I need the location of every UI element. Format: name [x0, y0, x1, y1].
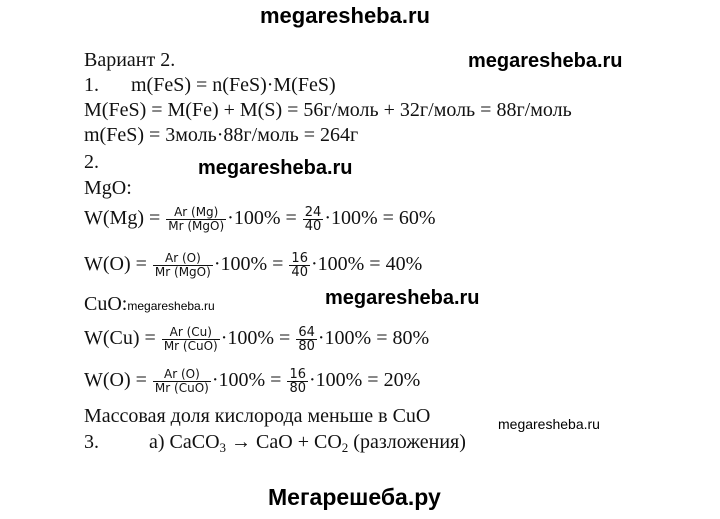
mg-fraction-line — [84, 206, 436, 233]
o2-numerator: Ar (O) — [163, 367, 200, 381]
cu-lhs: W(Cu) = — [84, 327, 156, 350]
cu-value-denominator: 80 — [298, 339, 315, 354]
task3-reaction — [149, 431, 466, 453]
o2-denominator: Mr (CuO) — [154, 381, 209, 395]
o-cuo-fraction-line — [84, 368, 420, 395]
o2-value-fraction — [287, 368, 308, 395]
task1-formula-line — [84, 73, 336, 97]
mg-value-denominator: 40 — [304, 219, 322, 234]
o2-result: ·100% = 20% — [308, 369, 421, 392]
cu-value-numerator: 64 — [298, 325, 315, 340]
variant-title: Вариант 2. — [84, 49, 176, 71]
o1-result: ·100% = 40% — [310, 253, 423, 276]
cu-denominator: Mr (CuO) — [163, 339, 218, 353]
task3-arrow: → CaO + CO — [226, 431, 342, 453]
o2-value-denominator: 80 — [289, 381, 306, 396]
task2-conclusion: Массовая доля кислорода меньше в CuO — [84, 405, 431, 427]
task3-sub3: 3 — [219, 440, 227, 455]
cu-numerator: Ar (Cu) — [169, 325, 212, 339]
mg-denominator: Mr (MgO) — [168, 219, 225, 233]
cu-fraction-line — [84, 326, 429, 353]
watermark-inline-small: megaresheba.ru — [127, 299, 215, 313]
mgo-label: MgO: — [84, 177, 132, 199]
task2-number: 2. — [84, 151, 99, 173]
watermark-bottom: Мегарешеба.ру — [268, 484, 441, 510]
task3-number: 3. — [84, 431, 99, 453]
mg-lhs: W(Mg) = — [84, 207, 161, 230]
o1-mid: ·100% = — [213, 253, 284, 276]
o1-denominator: Mr (MgO) — [154, 265, 211, 279]
task1-molar-mass: M(FeS) = M(Fe) + M(S) = 56г/моль + 32г/моль = 88г/моль — [84, 99, 572, 121]
watermark-mid-1: megaresheba.ru — [198, 157, 353, 179]
watermark-mid-2: megaresheba.ru — [325, 287, 480, 309]
cuo-label: CuO: — [84, 293, 128, 315]
task3-sub2: 2 — [341, 440, 349, 455]
cu-ratio-fraction — [162, 326, 220, 353]
cuo-label-line — [84, 292, 215, 318]
o2-value-numerator: 16 — [289, 367, 306, 382]
o1-value-denominator: 40 — [291, 265, 308, 280]
o-mgo-fraction-line — [84, 252, 422, 279]
o1-lhs: W(O) = — [84, 253, 147, 276]
task3-suffix: (разложения) — [348, 431, 466, 453]
mg-result: ·100% = 60% — [324, 207, 436, 230]
task3-line — [84, 430, 466, 454]
o1-value-numerator: 16 — [291, 251, 308, 266]
mg-numerator: Ar (Mg) — [174, 205, 219, 219]
o1-ratio-fraction — [153, 252, 213, 279]
task1-number: 1. — [84, 74, 99, 96]
watermark-right-2: megaresheba.ru — [498, 416, 600, 432]
o2-ratio-fraction — [153, 368, 211, 395]
task3-prefix: а) CaCO — [149, 431, 220, 453]
watermark-right-1: megaresheba.ru — [468, 50, 623, 72]
task1-mass: m(FeS) = 3моль·88г/моль = 264г — [84, 124, 359, 146]
cu-value-fraction — [296, 326, 317, 353]
cu-mid: ·100% = — [220, 327, 291, 350]
task1-formula: m(FeS) = n(FeS)·M(FeS) — [131, 74, 336, 96]
o2-lhs: W(O) = — [84, 369, 147, 392]
mg-value-fraction — [303, 206, 324, 233]
mg-ratio-fraction — [166, 206, 226, 233]
watermark-top: megaresheba.ru — [260, 3, 430, 28]
cu-result: ·100% = 80% — [317, 327, 430, 350]
o2-mid: ·100% = — [211, 369, 282, 392]
mg-value-numerator: 24 — [304, 205, 322, 220]
o1-numerator: Ar (O) — [164, 251, 201, 265]
mg-mid: ·100% = — [227, 207, 297, 230]
o1-value-fraction — [289, 252, 310, 279]
